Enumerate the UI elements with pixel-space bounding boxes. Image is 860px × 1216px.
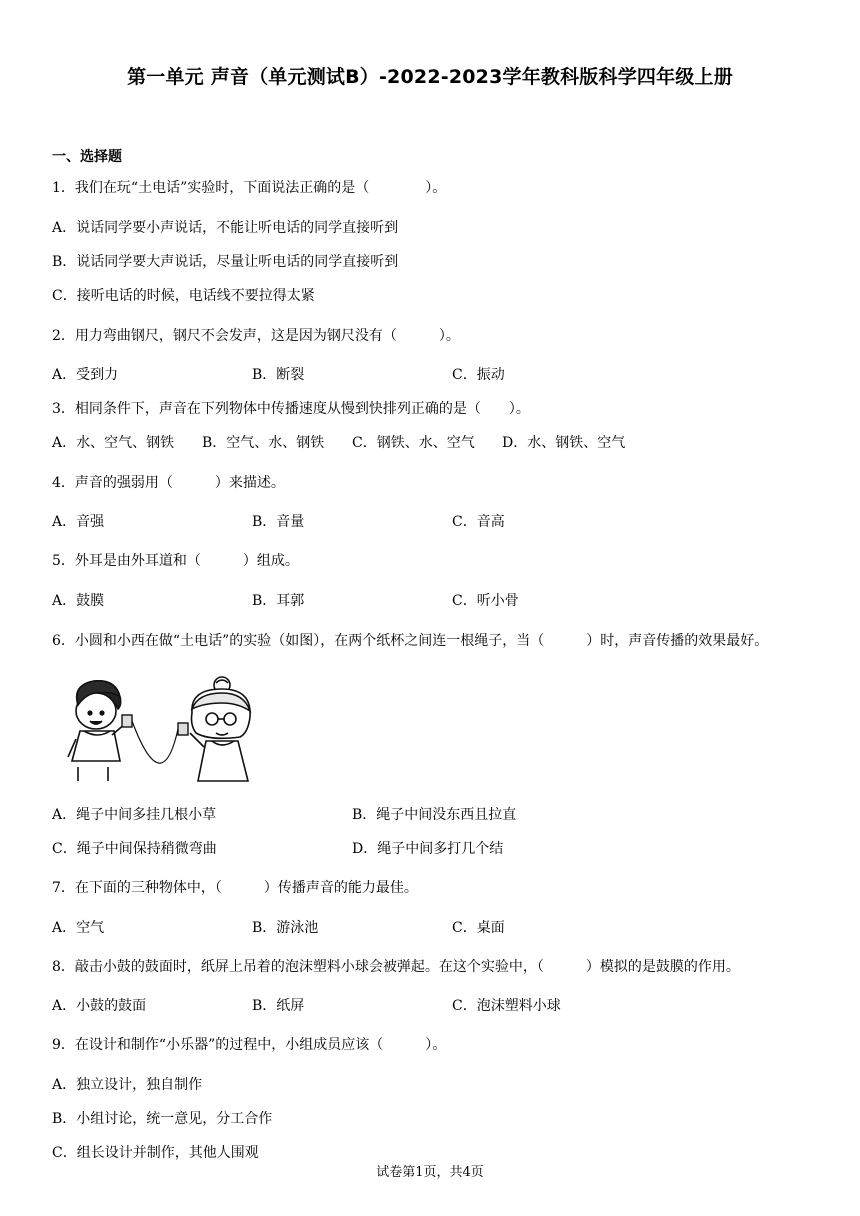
question-2-option-b: B．断裂	[252, 367, 305, 383]
tin-can-telephone-illustration	[56, 675, 256, 785]
page-footer: 试卷第1页，共4页	[376, 1165, 484, 1180]
question-8-option-c: C．泡沫塑料小球	[452, 998, 561, 1014]
girl-figure	[190, 677, 250, 781]
question-7-option-c: C．桌面	[452, 920, 505, 936]
question-6-option-a: A．绳子中间多挂几根小草	[52, 807, 217, 823]
question-8-stem: 8．敲击小鼓的鼓面时，纸屏上吊着的泡沫塑料小球会被弹起。在这个实验中，（ ）模拟的是鼓膜的作用。	[52, 959, 740, 975]
question-6-option-d: D．绳子中间多打几个结	[352, 841, 504, 857]
question-4-option-c: C．音高	[452, 514, 505, 530]
question-5-option-c: C．听小骨	[452, 593, 519, 609]
question-5-option-b: B．耳郭	[252, 593, 305, 609]
question-7-stem: 7．在下面的三种物体中，（ ）传播声音的能力最佳。	[52, 880, 418, 896]
question-7-option-b: B．游泳池	[252, 920, 319, 936]
question-6-option-b: B．绳子中间没东西且拉直	[352, 807, 517, 823]
question-9-option-a: A．独立设计，独自制作	[52, 1077, 203, 1093]
question-1-option-a: A．说话同学要小声说话，不能让听电话的同学直接听到	[52, 220, 399, 236]
question-3-option-c: C．钢铁、水、空气	[352, 435, 475, 451]
question-4-option-a: A．音强	[52, 514, 105, 530]
question-9-option-c: C．组长设计并制作，其他人围观	[52, 1145, 259, 1161]
cup-right	[178, 723, 188, 735]
string-line	[132, 721, 178, 763]
question-7-option-a: A．空气	[52, 920, 105, 936]
question-5-stem: 5．外耳是由外耳道和（ ）组成。	[52, 553, 299, 569]
question-1-stem: 1．我们在玩“土电话”实验时，下面说法正确的是（ ）。	[52, 180, 447, 196]
question-8-option-a: A．小鼓的鼓面	[52, 998, 147, 1014]
question-4-option-b: B．音量	[252, 514, 305, 530]
question-1-option-c: C．接听电话的时候，电话线不要拉得太紧	[52, 288, 315, 304]
question-2-stem: 2．用力弯曲钢尺，钢尺不会发声，这是因为钢尺没有（ ）。	[52, 328, 460, 344]
question-2-option-c: C．振动	[452, 367, 505, 383]
question-9-stem: 9．在设计和制作“小乐器”的过程中，小组成员应该（ ）。	[52, 1037, 447, 1053]
cup-left	[122, 715, 132, 727]
question-9-option-b: B．小组讨论，统一意见，分工合作	[52, 1111, 273, 1127]
question-3-option-b: B．空气、水、钢铁	[202, 435, 325, 451]
question-3-stem: 3．相同条件下，声音在下列物体中传播速度从慢到快排列正确的是（ ）。	[52, 401, 530, 417]
page-title: 第一单元 声音（单元测试B）-2022-2023学年教科版科学四年级上册	[127, 66, 733, 88]
question-1-option-b: B．说话同学要大声说话，尽量让听电话的同学直接听到	[52, 254, 399, 270]
question-5-option-a: A．鼓膜	[52, 593, 105, 609]
question-4-stem: 4．声音的强弱用（ ）来描述。	[52, 475, 285, 491]
section-heading: 一、选择题	[52, 149, 122, 165]
question-3-option-a: A．水、空气、钢铁	[52, 435, 175, 451]
question-3-option-d: D．水、钢铁、空气	[502, 435, 626, 451]
boy-figure	[68, 681, 126, 781]
question-6-option-c: C．绳子中间保持稍微弯曲	[52, 841, 217, 857]
question-8-option-b: B．纸屏	[252, 998, 305, 1014]
question-2-option-a: A．受到力	[52, 367, 119, 383]
question-6-stem: 6．小圆和小西在做“土电话”的实验（如图），在两个纸杯之间连一根绳子，当（ ）时，声音传播的效果最好。	[52, 633, 769, 649]
